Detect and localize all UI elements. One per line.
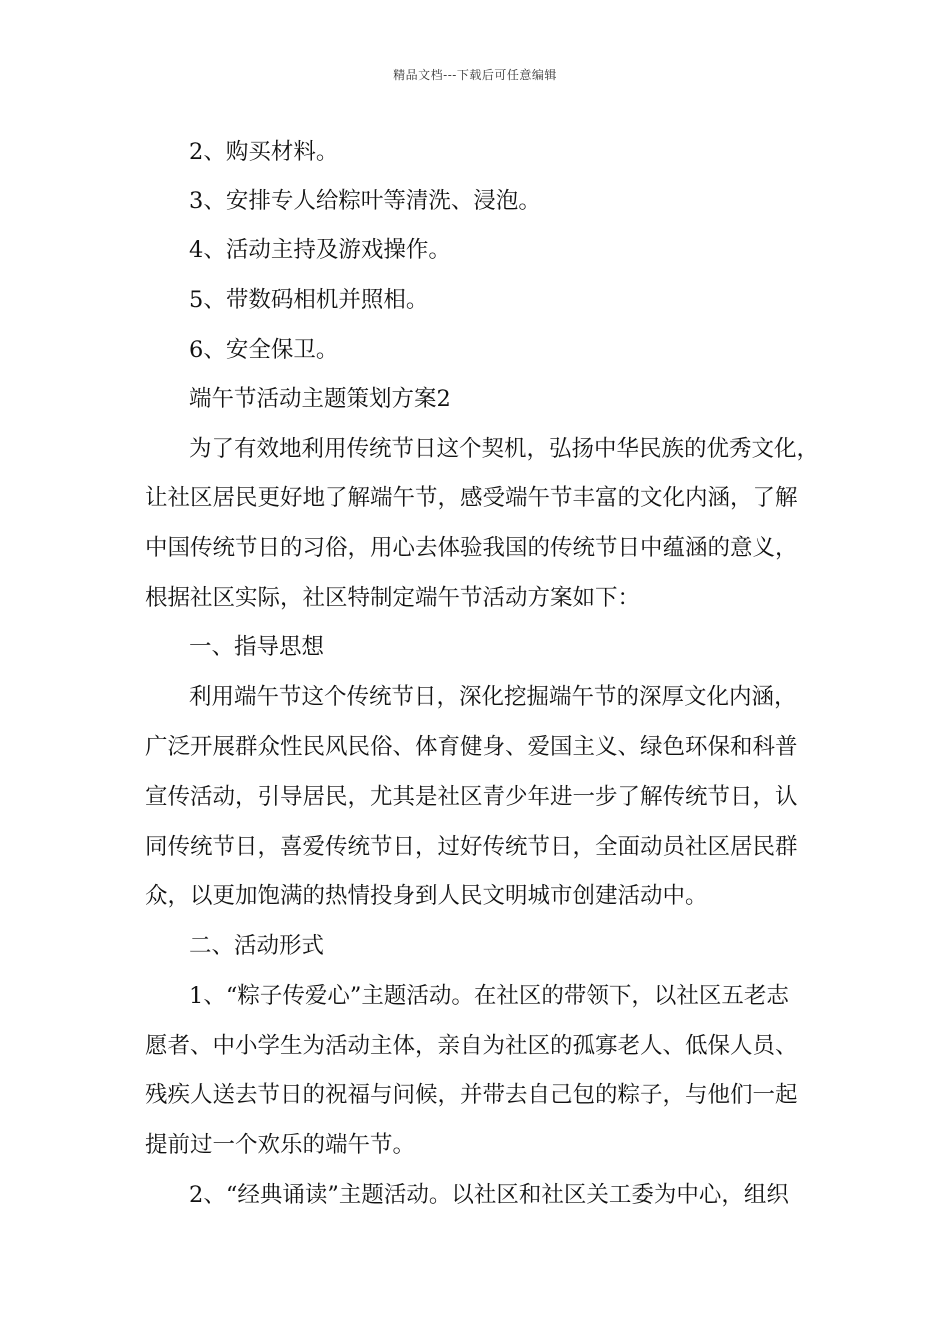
list-item-camera: 5、带数码相机并照相。 xyxy=(189,287,429,313)
paragraph-line: 愿者、中小学生为活动主体，亲自为社区的孤寡老人、低保人员、 xyxy=(145,1033,798,1059)
paragraph-line: 让社区居民更好地了解端午节，感受端午节丰富的文化内涵，了解 xyxy=(145,485,798,511)
paragraph-line: 残疾人送去节日的祝福与问候，并带去自己包的粽子，与他们一起 xyxy=(145,1082,798,1108)
paragraph-line: 为了有效地利用传统节日这个契机，弘扬中华民族的优秀文化， xyxy=(189,436,820,462)
list-item-security: 6、安全保卫。 xyxy=(189,337,339,363)
section-title: 端午节活动主题策划方案2 xyxy=(189,386,451,412)
paragraph-line: 中国传统节日的习俗，用心去体验我国的传统节日中蕴涵的意义， xyxy=(145,535,798,561)
list-item-soak: 3、安排专人给粽叶等清洗、浸泡。 xyxy=(189,188,541,214)
paragraph-line: 广泛开展群众性民风民俗、体育健身、爱国主义、绿色环保和科普 xyxy=(145,734,798,760)
list-item-host: 4、活动主持及游戏操作。 xyxy=(189,237,451,263)
list-item-purchase: 2、购买材料。 xyxy=(189,139,339,165)
paragraph-line: 宣传活动，引导居民，尤其是社区青少年进一步了解传统节日，认 xyxy=(145,784,798,810)
paragraph-line: 1、“粽子传爱心”主题活动。在社区的带领下，以社区五老志 xyxy=(189,983,789,1009)
heading-activity-form: 二、活动形式 xyxy=(189,933,325,959)
paragraph-line: 根据社区实际，社区特制定端午节活动方案如下： xyxy=(145,585,641,611)
paragraph-line: 众，以更加饱满的热情投身到人民文明城市创建活动中。 xyxy=(145,883,708,909)
page-header: 精品文档---下载后可任意编辑 xyxy=(393,68,557,82)
paragraph-line: 2、“经典诵读”主题活动。以社区和社区关工委为中心，组织 xyxy=(189,1182,789,1208)
paragraph-line: 利用端午节这个传统节日，深化挖掘端午节的深厚文化内涵， xyxy=(189,684,797,710)
paragraph-line: 提前过一个欢乐的端午节。 xyxy=(145,1132,416,1158)
heading-guiding-idea: 一、指导思想 xyxy=(189,634,325,660)
paragraph-line: 同传统节日，喜爱传统节日，过好传统节日，全面动员社区居民群 xyxy=(145,834,798,860)
